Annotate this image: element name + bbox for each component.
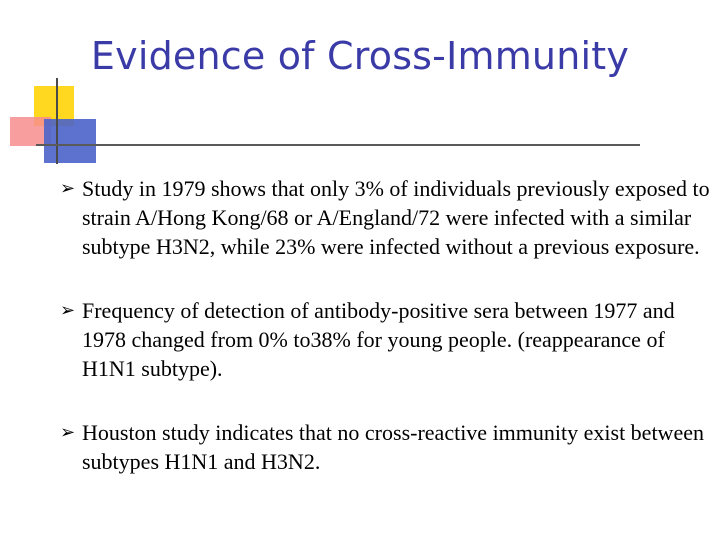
logo-vertical-line bbox=[56, 78, 58, 164]
bullet-list bbox=[60, 174, 710, 476]
logo-blue-square bbox=[44, 119, 96, 163]
slide-title: Evidence of Cross-Immunity bbox=[90, 34, 630, 78]
arrow-bullet-icon: ➢ bbox=[60, 300, 76, 321]
arrow-bullet-icon: ➢ bbox=[60, 422, 76, 443]
arrow-bullet-icon: ➢ bbox=[60, 178, 76, 199]
title-divider-line bbox=[36, 144, 640, 146]
bullet-text: Houston study indicates that no cross-reactive immunity exist between subtypes H1N1 and H3N2. bbox=[82, 420, 704, 474]
bullet-item bbox=[60, 174, 710, 261]
bullet-item bbox=[60, 296, 710, 383]
bullet-item bbox=[60, 418, 710, 476]
bullet-text: Study in 1979 shows that only 3% of individuals previously exposed to strain A/Hong Kong/68 or A/England/72 were infected with a similar subtype H3N2, while 23% were infected without a previous exposure. bbox=[82, 176, 710, 259]
bullet-text: Frequency of detection of antibody-positive sera between 1977 and 1978 changed from 0% to38% for young people. (reappearance of H1N1 subtype). bbox=[82, 298, 675, 381]
